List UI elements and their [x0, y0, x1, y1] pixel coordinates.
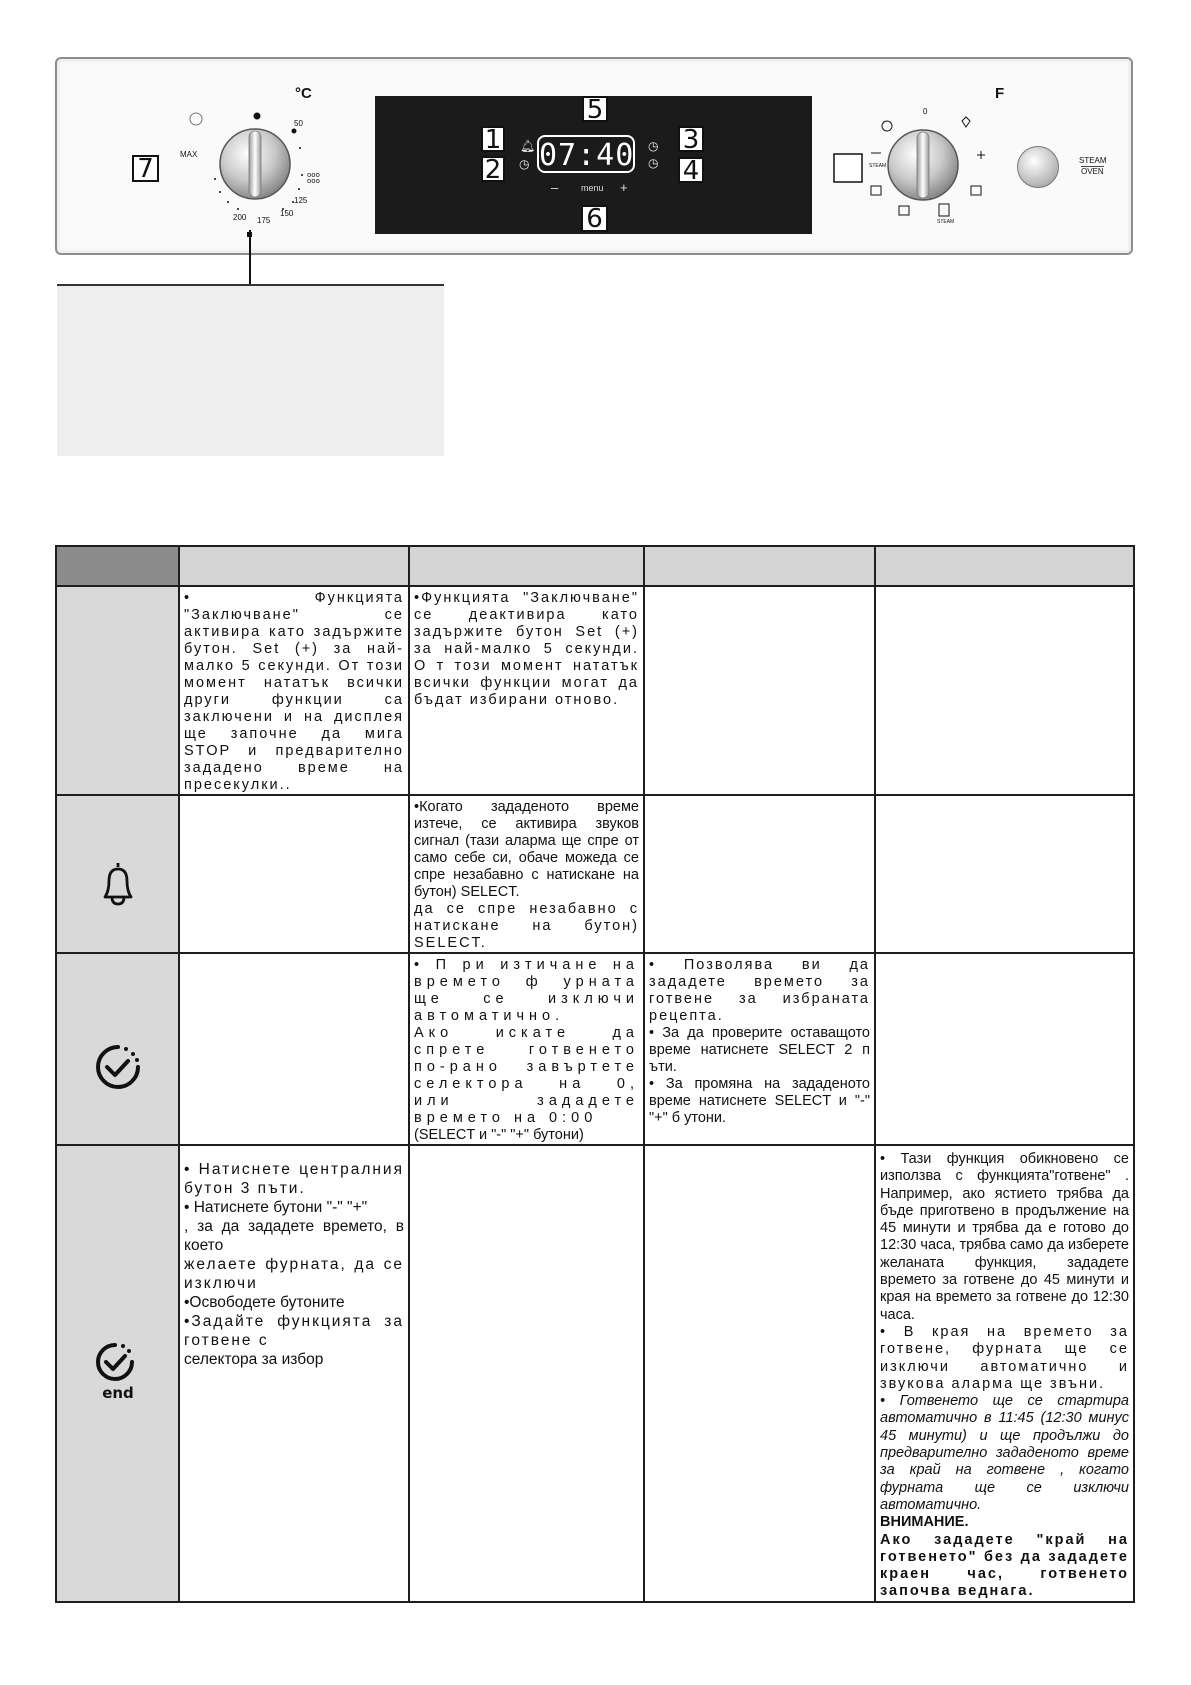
cell-text: •Когато зададеното време изтече, се активира звуков сигнал (тази аларма ще спре от само себе си, обаче можеда се спре незабавно с натискане на бутон) SELECT.	[414, 799, 639, 900]
header-cell	[875, 546, 1134, 586]
callout-6: 6	[581, 205, 608, 232]
steam-oven-label-1: STEAM	[1079, 156, 1107, 165]
grill-icon	[971, 186, 981, 195]
cell-text: желаете фурната, да се изключи	[184, 1256, 404, 1292]
callout-3: 3	[678, 126, 704, 152]
table-cell	[179, 586, 409, 795]
svg-text:ooo: ooo	[307, 177, 320, 185]
table-row-cooking-time	[56, 953, 1134, 1145]
temp-mark-150: 150	[280, 209, 294, 218]
header-cell	[409, 546, 644, 586]
table-cell	[644, 795, 875, 953]
row-icon-cell	[56, 795, 179, 953]
end-of-cooking-icon: ◷	[648, 156, 659, 170]
cell-text: , за да зададете времето, в което	[184, 1218, 404, 1254]
cell-text: • Позволява ви да зададете времето за готвене за избраната рецепта.	[649, 957, 870, 1024]
cell-text: •Освободете бутоните	[184, 1294, 345, 1311]
end-of-cooking-icon	[93, 1340, 143, 1402]
function-unit: F	[995, 85, 1005, 102]
header-cell	[179, 546, 409, 586]
table-cell	[875, 953, 1134, 1145]
row-icon-cell	[56, 586, 179, 795]
callout-leader-line	[249, 230, 251, 285]
cook-timer-icon: ◷	[648, 139, 659, 153]
temp-mark-125: 125	[294, 196, 308, 205]
dial-dot-icon	[254, 113, 261, 120]
cell-text: • Тази функция обикновено се използва с функцията"готвене" . Например, ако ястието трябва да бъде приготвено в продължение на 45 минути и трябва да е готово до 12:30 часа, трябва само да изберете желаната функция, зададете времето за готвене до 45 минути и края на времето за готвене до 12:30 часа.	[880, 1151, 1129, 1323]
light-icon	[962, 117, 970, 127]
cell-text: • Натиснете централния бутон 3 пъти.	[184, 1161, 404, 1197]
end-icon-label: end	[101, 1383, 134, 1402]
temperature-unit: °C	[295, 85, 312, 102]
minus-button[interactable]: –	[551, 180, 559, 195]
cell-text: • Натиснете бутони "-" "+"	[184, 1199, 368, 1216]
cell-text: • За промяна на зададеното време натиснете SELECT и "-" "+" б утони.	[649, 1076, 870, 1126]
lamp-indicator-icon	[190, 113, 202, 125]
header-cell	[644, 546, 875, 586]
table-cell	[644, 953, 875, 1145]
plus-button[interactable]: +	[620, 180, 628, 195]
callout-1: 1	[481, 126, 505, 152]
cell-text: ВНИМАНИЕ.	[880, 1514, 969, 1531]
callout-7: 7	[132, 155, 159, 182]
table-cell	[644, 586, 875, 795]
cook-timer-icon	[93, 1042, 143, 1092]
svg-text:ooo: ooo	[307, 171, 320, 179]
header-cell-icon	[56, 546, 179, 586]
bottom-heat-icon	[871, 186, 881, 195]
cell-text: • За да проверите оставащото време натиснете SELECT 2 п ъти.	[649, 1025, 870, 1075]
cell-text: • Готвенето ще се стартира автоматично в 11:45 (12:30 минус 45 минути) и ще продължи до предварително зададеното време за край на готвене , когато фурната ще се изключи автоматично.	[880, 1393, 1129, 1513]
cell-text: • П ри изтичане на времето ф урната ще се изключи автоматично.	[414, 957, 639, 1024]
cell-text: (SELECT и "-" "+" бутони)	[414, 1127, 584, 1143]
cell-text: Ако искате да спрете готвенето по-рано завъртете селектора на 0, или зададете времето на 0:00	[414, 1025, 639, 1126]
temp-mark-50: 50	[294, 119, 303, 128]
row-icon-cell	[56, 1145, 179, 1602]
function-steam-label-2: STEAM	[937, 219, 955, 225]
cell-text: селектора за избор	[184, 1351, 324, 1368]
cell-text: • Функцията "Заключване" се активира като задържите бутон. Set (+) за най-малко 5 секунди. От този момент нататък всички други функции са заключени и на дисплея ще започне да мига STOP и предварително зададено време на пресекулки..	[184, 590, 404, 793]
callout-note-box	[57, 284, 444, 456]
fan-grill-icon	[899, 206, 909, 215]
defrost-icon	[882, 121, 892, 131]
callout-4: 4	[678, 157, 704, 183]
cell-text: •Функцията "Заключване" се деактивира като задържите бутон Set (+) за най-малко 5 секунди. О т този момент нататък всички функции могат да бъдат избирани отново.	[414, 590, 639, 708]
steam-cooking-icon	[939, 204, 949, 216]
table-cell	[409, 795, 644, 953]
row-icon-cell	[56, 953, 179, 1145]
steam-oven-label-2: OVEN	[1081, 167, 1104, 176]
table-cell	[409, 586, 644, 795]
table-cell	[409, 953, 644, 1145]
temp-mark-175: 175	[257, 216, 271, 225]
cell-text: да се спре незабавно с натискане на бутон) SELECT.	[414, 901, 639, 951]
function-selector-knob[interactable]	[888, 130, 958, 200]
table-cell	[875, 1145, 1134, 1602]
temperature-knob[interactable]	[220, 129, 290, 199]
display-clock: 07:40	[537, 135, 635, 173]
function-steam-label: STEAM	[869, 163, 887, 169]
callout-5: 5	[582, 96, 608, 122]
table-cell	[644, 1145, 875, 1602]
table-row-alarm	[56, 795, 1134, 953]
dial-dot-icon	[292, 129, 297, 134]
temp-mark-max: MAX	[180, 150, 198, 159]
table-row-end-of-cooking	[56, 1145, 1134, 1602]
menu-button[interactable]: menu	[581, 183, 604, 193]
table-cell	[875, 795, 1134, 953]
functions-table	[55, 545, 1135, 1603]
steam-oven-button[interactable]	[1017, 146, 1059, 188]
table-cell	[409, 1145, 644, 1602]
cell-text: Ако зададете "край на готвенето" без да зададете краен час, готвенето започва веднага.	[880, 1531, 1129, 1600]
blank-callout-box	[834, 154, 862, 182]
callout-2: 2	[481, 156, 505, 182]
bell-icon	[95, 859, 141, 907]
bell-icon: 🔔︎	[520, 139, 536, 153]
grill-symbols-icon	[307, 171, 320, 185]
cell-text: • В края на времето за готвене, фурната ще се изключи автоматично и звукова аларма ще звъни.	[880, 1323, 1129, 1392]
fan-icon	[977, 151, 985, 159]
table-cell	[179, 953, 409, 1145]
cell-text: •Задайте функцията за готвене с	[184, 1313, 404, 1349]
table-cell	[179, 1145, 409, 1602]
table-header-row	[56, 546, 1134, 586]
table-cell	[875, 586, 1134, 795]
table-cell	[179, 795, 409, 953]
table-row-lock	[56, 586, 1134, 795]
cook-timer-icon: ◷	[519, 157, 530, 171]
temp-mark-200: 200	[233, 213, 247, 222]
function-mark-zero: 0	[923, 107, 928, 116]
